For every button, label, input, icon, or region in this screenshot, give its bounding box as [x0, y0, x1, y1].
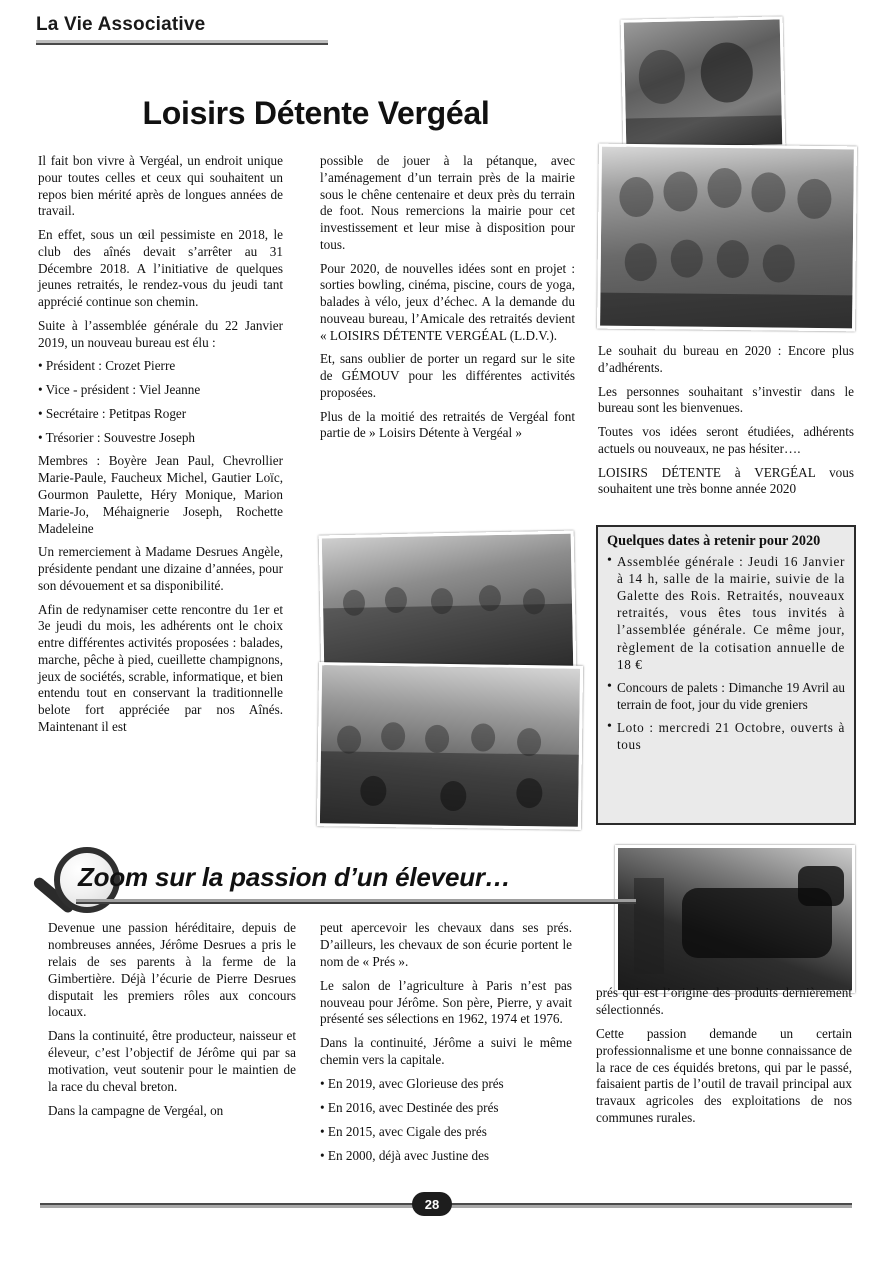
horse-list-item: • En 2016, avec Destinée des prés: [320, 1100, 499, 1116]
paragraph: Le salon de l’agriculture à Paris n’est pas nouveau pour Jérôme. Son père, Pierre, y avait présenté ses sélections en 1962, 1974 et 1976.: [320, 977, 572, 1027]
article2-column-1: [48, 920, 296, 1127]
paragraph: Plus de la moitié des retraités de Vergéal font partie de » Loisirs Détente à Vergéal »: [320, 408, 575, 441]
paragraph: possible de jouer à la pétanque, avec l’aménagement d’un terrain près de la mairie sous le chêne centenaire et deux près du terrain de foot. Nous remercions la mairie pour cet investissement et leur mise à disposition pour tous.: [320, 153, 575, 252]
header-divider: [36, 40, 328, 45]
paragraph: Afin de redynamiser cette rencontre du 1er et 3e jeudi du mois, les adhérents ont le choix entre différentes activités proposées : balades, marche, pêche à pied, cueillette champignons, jeux de sociétés, scrable, informatique, et bien entendu tout en conservant la traditionnelle belote fort appréciée par nos Aînés. Maintenant il est: [38, 601, 283, 734]
paragraph: En effet, sous un œil pessimiste en 2018, le club des aînés devait s’arrêter au 31 Décembre 2018. A l’initiative de quelques jeunes retraités, le rendez-vous du jeudi tant apprécié continue son chemin.: [38, 227, 283, 310]
article2-column-3: [596, 985, 852, 1134]
article2-column-2: [320, 920, 572, 1172]
bureau-item: • Président : Crozet Pierre: [38, 358, 176, 374]
photo-shared-meal: [317, 662, 583, 830]
horse-list-item: • En 2000, déjà avec Justine des: [320, 1147, 490, 1163]
horse-list-item: • En 2019, avec Glorieuse des prés: [320, 1076, 504, 1092]
photo-content: [624, 19, 783, 147]
key-date-item: • Concours de palets : Dimanche 19 Avril au terrain de foot, jour du vide greniers: [607, 679, 845, 713]
paragraph: peut apercevoir les chevaux dans ses prés. D’ailleurs, les chevaux de son écurie portent le nom de « Prés ».: [320, 920, 572, 969]
paragraph: Dans la continuité, Jérôme a suivi le même chemin vers la capitale.: [320, 1035, 572, 1068]
paragraph: Toutes vos idées seront étudiées, adhérents actuels ou nouveaux, ne pas hésiter….: [598, 424, 854, 456]
bureau-item: • Trésorier : Souvestre Joseph: [38, 429, 196, 445]
bureau-item: • Vice - président : Viel Jeanne: [38, 382, 201, 398]
photo-content: [600, 147, 854, 329]
key-date-item: • Assemblée générale : Jeudi 16 Janvier à 14 h, salle de la mairie, suivie de la Galette des Rois. Retraités, nouveaux retraités, vous êtes tous invités à l’assemblée générale. Ce même jour, règlement de la cotisation annuelle de 18 €: [607, 553, 845, 673]
paragraph: Et, sans oublier de porter un regard sur le site de GÉMOUV pour les différentes activités proposées.: [320, 351, 575, 400]
photo-breton-horse: [615, 845, 855, 993]
horse-list-item: • En 2015, avec Cigale des prés: [320, 1123, 487, 1139]
photo-two-people: [621, 16, 786, 150]
paragraph: Cette passion demande un certain professionnalisme et une bonne connaissance de la race de ces équidés bretons, qui par le passé, faisaient partis de l’outil de travail principal aux travaux agricoles des exploitations de nos communes rurales.: [596, 1025, 852, 1126]
page-number: 28: [412, 1192, 452, 1216]
paragraph: Pour 2020, de nouvelles idées sont en projet : sorties bowling, cinéma, piscine, cours de yoga, balades à vélo, jeux d’échec. A la demande du nouveau bureau, l’Amicale des retraités devient « LOISIRS DÉTENTE VERGÉAL (L.D.V.).: [320, 260, 575, 343]
paragraph: Il fait bon vivre à Vergéal, un endroit unique pour toutes celles et ceux qui souhaitent un repos bien mérité après de longues années de travail.: [38, 153, 283, 219]
paragraph: Membres : Boyère Jean Paul, Chevrollier Marie-Paule, Faucheux Michel, Gautier Loïc, Gourmon Paulette, Héry Monique, Marion Marie-Jo, Méhaignerie Joseph, Rochette Madeleine: [38, 453, 283, 536]
bureau-item: • Secrétaire : Petitpas Roger: [38, 405, 187, 421]
paragraph: Les personnes souhaitant s’investir dans le bureau sont les bienvenues.: [598, 383, 854, 416]
key-dates-list: [607, 553, 845, 754]
paragraph: Devenue une passion héréditaire, depuis de nombreuses années, Jérôme Desrues a pris le relais de ses parents à la ferme de la Gimbertière. Déjà l’écurie de Pierre Desrues disputait les premiers rôles aux concours locaux.: [48, 920, 296, 1020]
article1-column-1: [38, 153, 283, 743]
article1-column-3: [598, 343, 854, 505]
photo-content: [322, 534, 574, 672]
article-title-zoom: Zoom sur la passion d’un éleveur…: [78, 862, 511, 892]
paragraph: Le souhait du bureau en 2020 : Encore plus d’adhérents.: [598, 343, 854, 375]
key-date-item: • Loto : mercredi 21 Octobre, ouverts à tous: [607, 719, 845, 753]
photo-meeting-hall: [319, 531, 577, 675]
photo-group-association: [597, 144, 857, 332]
article1-column-2: [320, 153, 575, 449]
zoom-divider: [76, 899, 636, 904]
article-title-loisirs: Loisirs Détente Vergéal: [142, 95, 490, 131]
section-title: La Vie Associative: [36, 14, 206, 35]
paragraph: LOISIRS DÉTENTE à VERGÉAL vous souhaitent une très bonne année 2020: [598, 464, 854, 497]
paragraph: prés qui est l’origine des produits dernièrement sélectionnés.: [596, 985, 852, 1017]
paragraph: Suite à l’assemblée générale du 22 Janvier 2019, un nouveau bureau est élu :: [38, 317, 283, 350]
paragraph: Dans la campagne de Vergéal, on: [48, 1102, 224, 1118]
key-dates-title: Quelques dates à retenir pour 2020: [607, 533, 821, 549]
paragraph: Dans la continuité, être producteur, naisseur et éleveur, c’est l’objectif de Jérôme qui par sa motivation, veut soutenir pour le maintien de la race du cheval breton.: [48, 1028, 296, 1095]
key-dates-box: [596, 525, 856, 825]
photo-content: [618, 848, 852, 990]
paragraph: Un remerciement à Madame Desrues Angèle, présidente pendant une dizaine d’années, pour son dévouement et sa disponibilité.: [38, 544, 283, 593]
photo-content: [320, 665, 580, 827]
page-header: [36, 14, 336, 45]
